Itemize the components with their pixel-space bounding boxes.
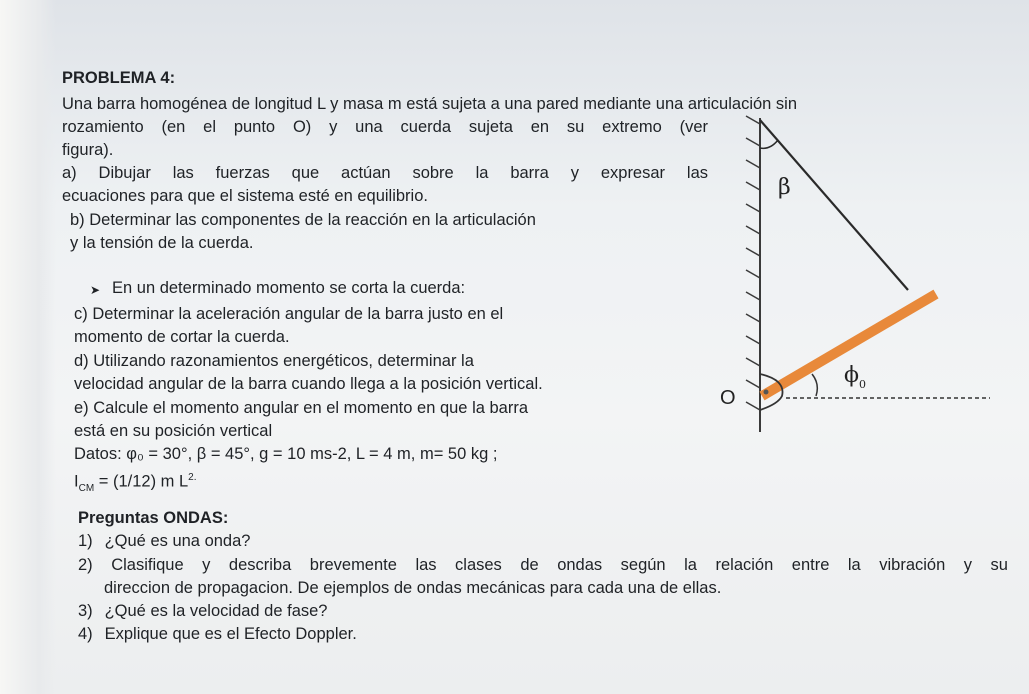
page-edge [0, 0, 56, 694]
question-4: 4) Explique que es el Efecto Doppler. [78, 625, 357, 643]
intro-line-1: Una barra homogénea de longitud L y masa m está sujeta a una pared mediante una articulación sin [62, 95, 798, 113]
question-3: 3) ¿Qué es la velocidad de fase? [78, 602, 328, 620]
part-d-line-2: velocidad angular de la barra cuando llega a la posición vertical. [74, 375, 543, 393]
pivot-pin [764, 390, 769, 395]
part-b-line-2: y la tensión de la cuerda. [70, 234, 254, 252]
phi-label: $\phi_0$ [844, 363, 866, 391]
part-e-line-2: está en su posición vertical [74, 422, 273, 440]
bar-diagram [690, 110, 1010, 440]
question-2-line-1: 2) Clasifique y describa brevemente las clases de ondas según la relación entre la vibración y su [78, 556, 1008, 574]
wall-hatch-mark [746, 270, 760, 278]
wall [746, 116, 760, 432]
datos-line: Datos: φ₀ = 30°, β = 45°, g = 10 ms-2, L = 4 m, m= 50 kg ; [74, 445, 498, 463]
wall-hatch-mark [746, 138, 760, 146]
phi-angle-arc [812, 374, 817, 396]
part-e-line-1: e) Calcule el momento angular en el momento en que la barra [74, 399, 529, 417]
wall-hatch-mark [746, 182, 760, 190]
intro-line-3: figura). [62, 141, 114, 159]
wall-hatch-mark [746, 358, 760, 366]
rope [760, 120, 908, 290]
wall-hatch-mark [746, 248, 760, 256]
wall-hatch-mark [746, 380, 760, 388]
problem-heading: PROBLEMA 4: [62, 69, 176, 87]
intro-line-2: rozamiento (en el punto O) y una cuerda sujeta en su extremo (ver [62, 118, 708, 136]
wall-hatch-mark [746, 292, 760, 300]
questions-heading: Preguntas ONDAS: [78, 509, 229, 527]
beta-label: β [778, 175, 791, 200]
wall-hatch-mark [746, 314, 760, 322]
cut-rope-note: En un determinado momento se corta la cuerda: [112, 279, 466, 297]
question-2-line-2: direccion de propagacion. De ejemplos de ondas mecánicas para cada una de ellas. [104, 579, 722, 597]
arrow-bullet-icon: ➤ [90, 283, 101, 297]
question-1: 1) ¿Qué es una onda? [78, 532, 251, 550]
inertia-line: $I_{CM} = (1/12)$ m $L^{2.}$ [74, 472, 197, 494]
part-a-line-2: ecuaciones para que el sistema esté en equilibrio. [62, 187, 428, 205]
wall-hatch-mark [746, 336, 760, 344]
wall-hatch-mark [746, 226, 760, 234]
wall-hatch-mark [746, 116, 760, 124]
part-c-line-2: momento de cortar la cuerda. [74, 328, 290, 346]
part-c-line-1: c) Determinar la aceleración angular de la barra justo en el [74, 305, 504, 323]
wall-hatch-mark [746, 160, 760, 168]
wall-hatch-mark [746, 402, 760, 410]
part-a-line-1: a) Dibujar las fuerzas que actúan sobre la barra y expresar las [62, 164, 708, 182]
part-b-line-1: b) Determinar las componentes de la reacción en la articulación [70, 211, 536, 229]
part-d-line-1: d) Utilizando razonamientos energéticos, determinar la [74, 352, 474, 370]
wall-hatch-mark [746, 204, 760, 212]
pivot-label: O [720, 387, 736, 409]
beta-angle-arc [760, 140, 778, 148]
